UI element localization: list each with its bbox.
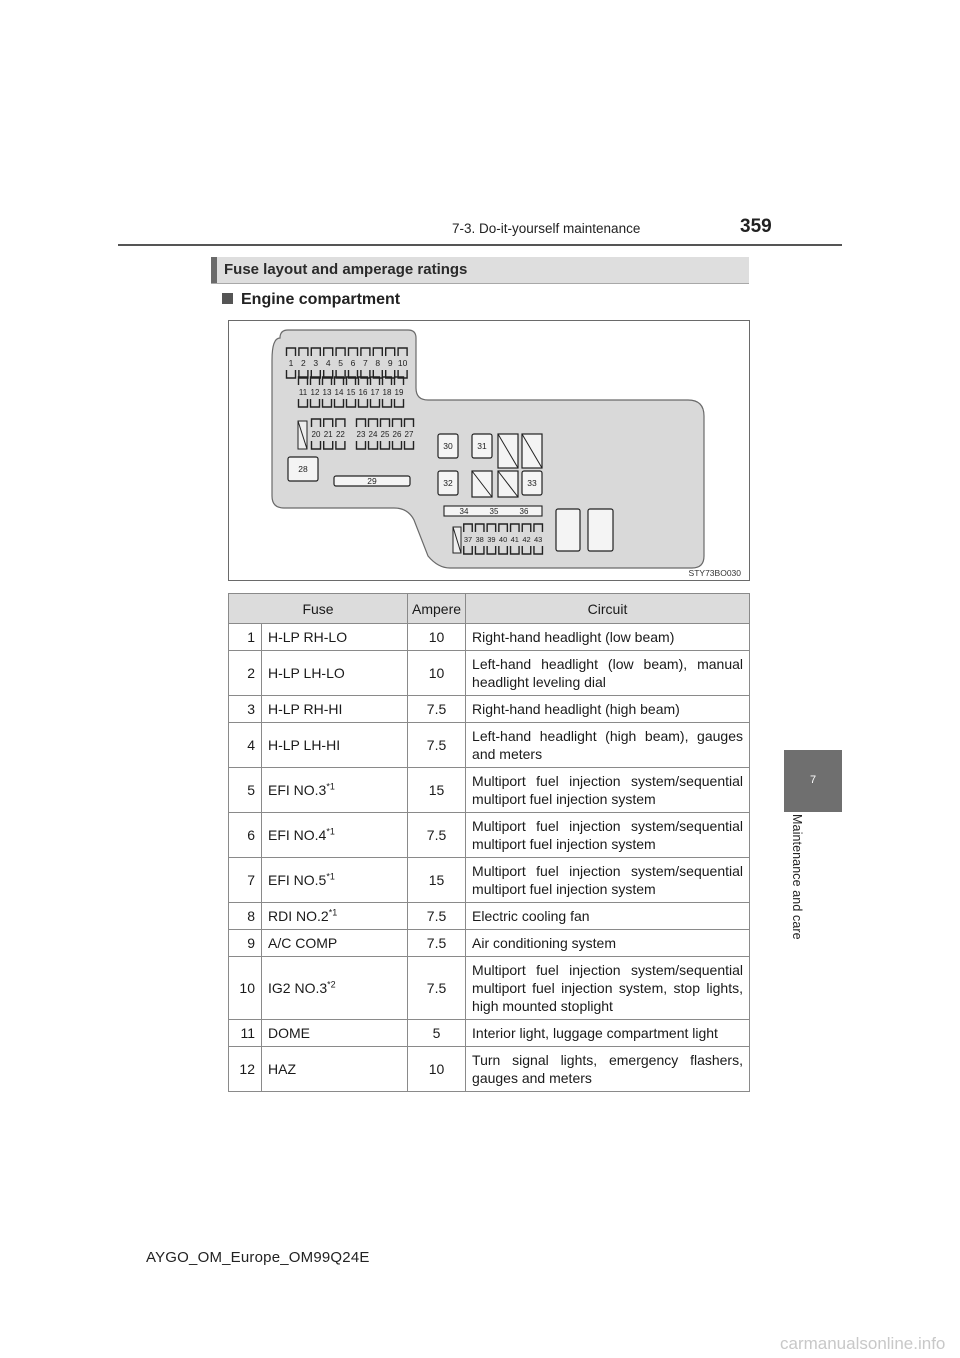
fuse-number: [229, 651, 262, 696]
chapter-tab[interactable]: [784, 750, 842, 810]
fuse-number: [229, 930, 262, 957]
footnote-marker: *1: [328, 907, 338, 918]
fuse-circuit-text: Left-hand headlight (low beam), manual headlight leveling dial: [472, 656, 743, 690]
fuse-number: [229, 624, 262, 651]
fuse-ampere-text: 7.5: [426, 701, 447, 717]
table-row: [229, 723, 750, 768]
fuse-ampere: [408, 651, 466, 696]
fuse-ampere-text: 7.5: [426, 935, 447, 951]
fuse-name-text: H-LP RH-LO: [268, 629, 348, 645]
fuse-ampere: [408, 903, 466, 930]
fuse-name: [262, 930, 408, 957]
fuse-circuit-text: Multiport fuel injection system/sequential multiport fuel injection system: [472, 818, 743, 852]
fuse-ampere: [408, 1047, 466, 1092]
chapter-tab-rule: [784, 810, 842, 812]
fuse-number-text: 12: [239, 1061, 255, 1077]
table-row: [229, 903, 750, 930]
fuse-name: [262, 768, 408, 813]
fuse-ampere-text: 7.5: [426, 737, 447, 753]
fuse-box-diagram: [228, 320, 750, 581]
table-row: [229, 1020, 750, 1047]
fuse-ampere: [408, 768, 466, 813]
fuse-number-text: 7: [247, 872, 255, 888]
table-row: [229, 858, 750, 903]
fuse-29-label: 29: [367, 476, 377, 486]
table-row: [229, 1047, 750, 1092]
table-row: [229, 624, 750, 651]
fuse-circuit-text: Electric cooling fan: [472, 908, 590, 924]
fuse-name: [262, 696, 408, 723]
fuse-circuit: [466, 1020, 750, 1047]
table-row: [229, 651, 750, 696]
fuse-label-24: 24: [368, 430, 378, 439]
page-number: 359: [740, 216, 772, 237]
fuse-ampere-text: 10: [428, 1061, 445, 1077]
fuse-label-42: 42: [522, 535, 531, 544]
fuse-33-label: 33: [527, 478, 537, 488]
fuse-name: [262, 1020, 408, 1047]
fuse-ampere-text: 5: [432, 1025, 441, 1041]
fuse-32-label: 32: [443, 478, 453, 488]
fuse-label-19: 19: [394, 388, 404, 397]
fuse-ampere: [408, 858, 466, 903]
fuse-label-6: 6: [350, 358, 356, 368]
fuse-number: [229, 813, 262, 858]
fuse-name: [262, 813, 408, 858]
footnote-marker: *1: [326, 781, 335, 792]
fuse-circuit-text: Right-hand headlight (low beam): [472, 629, 675, 645]
fuse-number-text: 8: [247, 908, 255, 924]
fuse-name-text: EFI NO.4: [268, 827, 327, 843]
fuse-name-text: H-LP RH-HI: [268, 701, 343, 717]
fuse-label-39: 39: [487, 535, 496, 544]
fuse-circuit: [466, 930, 750, 957]
fuse-number-text: 5: [247, 782, 255, 798]
fuse-label-13: 13: [322, 388, 332, 397]
fuse-table: [228, 593, 750, 1092]
fuse-number: [229, 1047, 262, 1092]
fuse-circuit: [466, 1047, 750, 1092]
fuse-label-40: 40: [498, 535, 508, 544]
fuse-circuit: [466, 858, 750, 903]
fuse-circuit-text: Multiport fuel injection system/sequential multiport fuel injection system, stop lights, high mounted stoplight: [472, 962, 743, 1014]
fuse-ampere-text: 7.5: [426, 980, 447, 996]
fuse-ampere: [408, 696, 466, 723]
fuse-name: [262, 903, 408, 930]
fuse-name: [262, 858, 408, 903]
fuse-name-text: A/C COMP: [268, 935, 338, 951]
column-header-fuse: Fuse: [229, 594, 408, 624]
section-title-marker: [211, 257, 217, 283]
fuse-circuit: [466, 723, 750, 768]
fuse-circuit: [466, 651, 750, 696]
fuse-circuit-text: Right-hand headlight (high beam): [472, 701, 680, 717]
fuse-table-header: [229, 594, 750, 624]
fuse-label-37: 37: [463, 535, 473, 544]
fuse-name-text: EFI NO.3: [268, 782, 327, 798]
fuse-label-34: 34: [459, 507, 469, 516]
table-row: [229, 930, 750, 957]
fuse-ampere-text: 10: [428, 665, 445, 681]
fuse-name-text: H-LP LH-LO: [268, 665, 345, 681]
section-title-bar: [211, 257, 749, 284]
fuse-number-text: 11: [240, 1025, 255, 1041]
fuse-label-15: 15: [346, 388, 356, 397]
fuse-label-5: 5: [338, 358, 343, 368]
fuse-circuit: [466, 696, 750, 723]
fuse-number-text: 10: [239, 980, 255, 996]
fuse-number: [229, 696, 262, 723]
fuse-label-26: 26: [392, 430, 402, 439]
fuse-number-text: 6: [247, 827, 255, 843]
fuse-label-27: 27: [404, 430, 414, 439]
fuse-number-text: 9: [247, 935, 255, 951]
fuse-ampere: [408, 1020, 466, 1047]
subheading: [222, 291, 400, 309]
large-relay-left: [556, 509, 580, 551]
fuse-name: [262, 1047, 408, 1092]
fuse-ampere-text: 15: [428, 872, 445, 888]
table-row: [229, 768, 750, 813]
fuse-number-text: 4: [247, 737, 255, 753]
column-header-ampere: Ampere: [408, 594, 466, 624]
fuse-label-35: 35: [489, 507, 499, 516]
fuse-number: [229, 723, 262, 768]
fuse-label-21: 21: [323, 430, 333, 439]
fuse-name-text: HAZ: [268, 1061, 296, 1077]
fuse-circuit-text: Left-hand headlight (high beam), gauges and meters: [472, 728, 743, 762]
fuse-label-20: 20: [311, 430, 321, 439]
fuse-30-label: 30: [443, 441, 453, 451]
fuse-number: [229, 903, 262, 930]
fuse-28-label: 28: [298, 464, 308, 474]
fuse-ampere-text: 15: [428, 782, 445, 798]
table-row: [229, 696, 750, 723]
fuse-ampere: [408, 930, 466, 957]
footnote-marker: *2: [327, 979, 336, 990]
fuse-name: [262, 957, 408, 1020]
column-header-circuit: Circuit: [466, 594, 750, 624]
header-section-title: 7-3. Do-it-yourself maintenance: [452, 221, 641, 236]
fuse-label-22: 22: [335, 430, 345, 439]
fuse-label-41: 41: [510, 535, 519, 544]
fuse-circuit-text: Multiport fuel injection system/sequential multiport fuel injection system: [472, 863, 743, 897]
fuse-label-25: 25: [380, 430, 390, 439]
fuse-31-label: 31: [477, 441, 487, 451]
fuse-name-text: H-LP LH-HI: [268, 737, 341, 753]
fuse-label-36: 36: [519, 507, 529, 516]
fuse-ampere: [408, 723, 466, 768]
fuse-name-text: DOME: [268, 1025, 310, 1041]
fuse-name: [262, 723, 408, 768]
fuse-name-text: EFI NO.5: [268, 872, 327, 888]
fuse-number: [229, 858, 262, 903]
fuse-circuit: [466, 903, 750, 930]
fuse-label-3: 3: [313, 358, 319, 368]
fuse-circuit: [466, 768, 750, 813]
fuse-name-text: IG2 NO.3: [268, 980, 328, 996]
fuse-ampere-text: 7.5: [426, 827, 447, 843]
fuse-label-10: 10: [397, 358, 408, 368]
square-bullet-icon: [222, 293, 233, 304]
fuse-circuit-text: Air conditioning system: [472, 935, 616, 951]
subheading-text: Engine compartment: [241, 291, 401, 308]
fuse-ampere-text: 7.5: [426, 908, 447, 924]
diagram-image-code: STY73BO030: [688, 568, 741, 578]
fuse-label-9: 9: [387, 358, 393, 368]
fuse-label-12: 12: [310, 388, 320, 397]
footnote-marker: *1: [326, 826, 335, 837]
fuse-label-18: 18: [382, 388, 392, 397]
footnote-marker: *1: [326, 871, 335, 882]
fuse-circuit-text: Multiport fuel injection system/sequential multiport fuel injection system: [472, 773, 743, 807]
fuse-name: [262, 624, 408, 651]
fuse-label-43: 43: [534, 535, 543, 544]
fuse-label-16: 16: [358, 388, 368, 397]
fuse-name-text: RDI NO.2: [268, 908, 329, 924]
fuse-label-23: 23: [356, 430, 366, 439]
fuse-label-8: 8: [375, 358, 381, 368]
fuse-circuit: [466, 813, 750, 858]
fuse-ampere-text: 10: [428, 629, 445, 645]
fuse-label-11: 11: [298, 388, 308, 397]
fuse-number: [229, 768, 262, 813]
large-relay-right: [588, 509, 613, 551]
fuse-number: [229, 957, 262, 1020]
header-rule: [118, 244, 842, 246]
chapter-number: 7: [809, 774, 817, 786]
fuse-ampere: [408, 813, 466, 858]
fuse-label-2: 2: [301, 358, 306, 368]
fuse-label-1: 1: [288, 358, 294, 368]
table-row: [229, 813, 750, 858]
fuse-circuit: [466, 957, 750, 1020]
fuse-number: [229, 1020, 262, 1047]
section-title: Fuse layout and amperage ratings: [224, 261, 468, 278]
fuse-label-7: 7: [363, 358, 368, 368]
fuse-label-17: 17: [370, 388, 380, 397]
watermark: carmanualsonline.info: [780, 1334, 946, 1353]
fuse-number-text: 1: [247, 629, 255, 645]
fuse-number-text: 3: [247, 701, 255, 717]
fuse-label-14: 14: [334, 388, 344, 397]
fuse-circuit-text: Interior light, luggage compartment light: [472, 1025, 718, 1041]
fuse-label-4: 4: [325, 358, 331, 368]
fuse-circuit-text: Turn signal lights, emergency flashers, gauges and meters: [472, 1052, 743, 1086]
fuse-name: [262, 651, 408, 696]
fuse-circuit: [466, 624, 750, 651]
fuse-label-38: 38: [475, 535, 484, 544]
fuse-number-text: 2: [247, 665, 255, 681]
chapter-title: Maintenance and care: [790, 814, 804, 940]
fuse-ampere: [408, 624, 466, 651]
footer-document-code: AYGO_OM_Europe_OM99Q24E: [146, 1249, 370, 1266]
table-row: [229, 957, 750, 1020]
fuse-ampere: [408, 957, 466, 1020]
